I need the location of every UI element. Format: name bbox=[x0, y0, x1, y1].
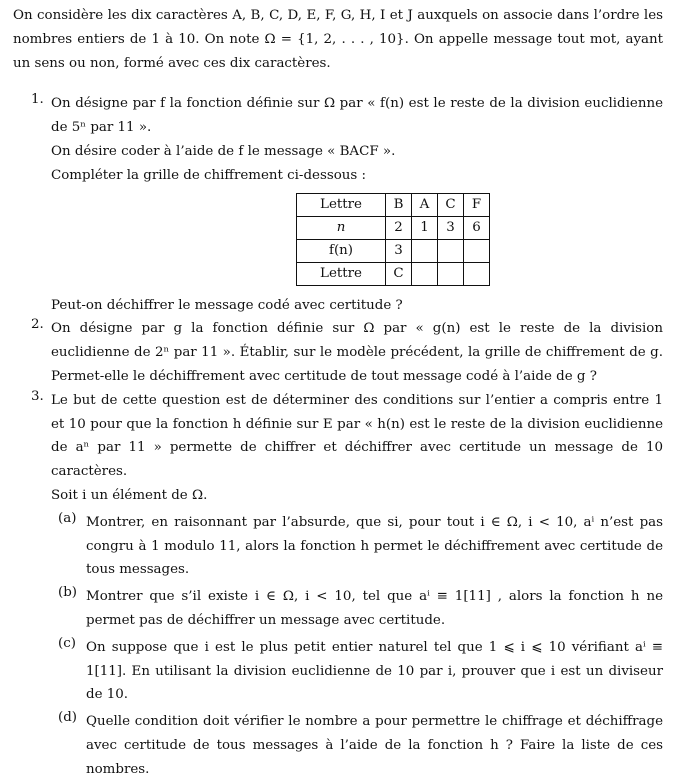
grid-cell: 2 bbox=[386, 216, 412, 239]
grid-row-coded-letters bbox=[297, 262, 490, 285]
question-1-line-1: On désigne par f la fonction définie sur Ω par « f(n) est le reste de la division euclidienne de 5ⁿ par 11 ». bbox=[51, 96, 663, 136]
question-number: 3. bbox=[31, 388, 44, 404]
question-1-followup: Peut-on déchiffrer le message codé avec certitude ? bbox=[51, 297, 403, 313]
question-1 bbox=[13, 92, 663, 317]
subquestion-c bbox=[13, 636, 663, 707]
question-3-text: Le but de cette question est de déterminer des conditions sur l’entier a compris entre 1 et 10 pour que la fonction h définie sur E par « h(n) est le reste de la division euclidienne de aⁿ par 11 » permette de chiffrer et déchiffrer avec certitude un message de 10 caractères. bbox=[51, 392, 663, 480]
grid-cell: A bbox=[412, 193, 438, 216]
question-3 bbox=[13, 389, 663, 508]
grid-cell: B bbox=[386, 193, 412, 216]
subquestion-d bbox=[13, 710, 663, 781]
grid-cell bbox=[464, 239, 490, 262]
subquestion-label: (d) bbox=[58, 710, 78, 726]
grid-cell bbox=[438, 239, 464, 262]
subquestion-label: (a) bbox=[58, 510, 77, 526]
question-3-definition: Soit i un élément de Ω. bbox=[51, 487, 208, 503]
grid-cell bbox=[438, 262, 464, 285]
grid-header-cell: n bbox=[297, 216, 386, 239]
grid-cell bbox=[412, 239, 438, 262]
grid-cell: 1 bbox=[412, 216, 438, 239]
grid-cell: 6 bbox=[464, 216, 490, 239]
grid-cell: 3 bbox=[438, 216, 464, 239]
grid-cell: 3 bbox=[386, 239, 412, 262]
question-number: 2. bbox=[31, 317, 44, 333]
grid-row-n bbox=[297, 216, 490, 239]
subquestion-a bbox=[13, 511, 663, 582]
grid-header-cell: f(n) bbox=[297, 239, 386, 262]
question-2 bbox=[13, 317, 663, 388]
grid-cell: C bbox=[438, 193, 464, 216]
subquestion-text: Quelle condition doit vérifier le nombre a pour permettre le chiffrage et déchiffrage avec certitude de tous messages à l’aide de la fonction h ? Faire la liste de ces nombres. bbox=[86, 714, 663, 777]
grid-header-cell: Lettre bbox=[297, 193, 386, 216]
grid-row-letters bbox=[297, 193, 490, 216]
grid-cell: C bbox=[386, 262, 412, 285]
question-number: 1. bbox=[31, 92, 44, 108]
subquestion-text: Montrer que s’il existe i ∈ Ω, i < 10, tel que aⁱ ≡ 1[11] , alors la fonction h ne permet pas de déchiffrer un message avec certitude. bbox=[86, 589, 663, 628]
grid-cell bbox=[412, 262, 438, 285]
subquestion-text: Montrer, en raisonnant par l’absurde, que si, pour tout i ∈ Ω, i < 10, aⁱ n’est pas congru à 1 modulo 11, alors la fonction h permet le déchiffrement avec certitude de tous messages. bbox=[86, 514, 663, 578]
exercise-page bbox=[13, 4, 663, 782]
question-1-line-2: On désire coder à l’aide de f le message « BACF ». bbox=[51, 143, 396, 159]
subquestion-text: On suppose que i est le plus petit entier naturel tel que 1 ⩽ i ⩽ 10 vérifiant aⁱ ≡ 1[11]. En utilisant la division euclidienne de 10 par i, prouver que i est un diviseur de 10. bbox=[86, 639, 663, 703]
cipher-grid bbox=[296, 193, 490, 286]
question-1-line-3: Compléter la grille de chiffrement ci-dessous : bbox=[51, 167, 367, 183]
intro-paragraph: On considère les dix caractères A, B, C, D, E, F, G, H, I et J auxquels on associe dans l’ordre les nombres entiers de 1 à 10. On note Ω = {1, 2, . . . , 10}. On appelle message tout mot, ayant un sens ou non, formé avec ces dix caractères. bbox=[13, 8, 663, 71]
subquestion-b bbox=[13, 585, 663, 633]
grid-row-fn bbox=[297, 239, 490, 262]
grid-cell: F bbox=[464, 193, 490, 216]
question-2-text: On désigne par g la fonction définie sur Ω par « g(n) est le reste de la division euclidienne de 2ⁿ par 11 ». Établir, sur le modèle précédent, la grille de chiffrement de g. Permet-elle le déchiffrement avec certitude de tout message codé à l’aide de g ? bbox=[51, 321, 663, 384]
grid-cell bbox=[464, 262, 490, 285]
subquestion-label: (c) bbox=[58, 635, 76, 651]
grid-header-cell: Lettre bbox=[297, 262, 386, 285]
subquestion-label: (b) bbox=[58, 585, 78, 601]
